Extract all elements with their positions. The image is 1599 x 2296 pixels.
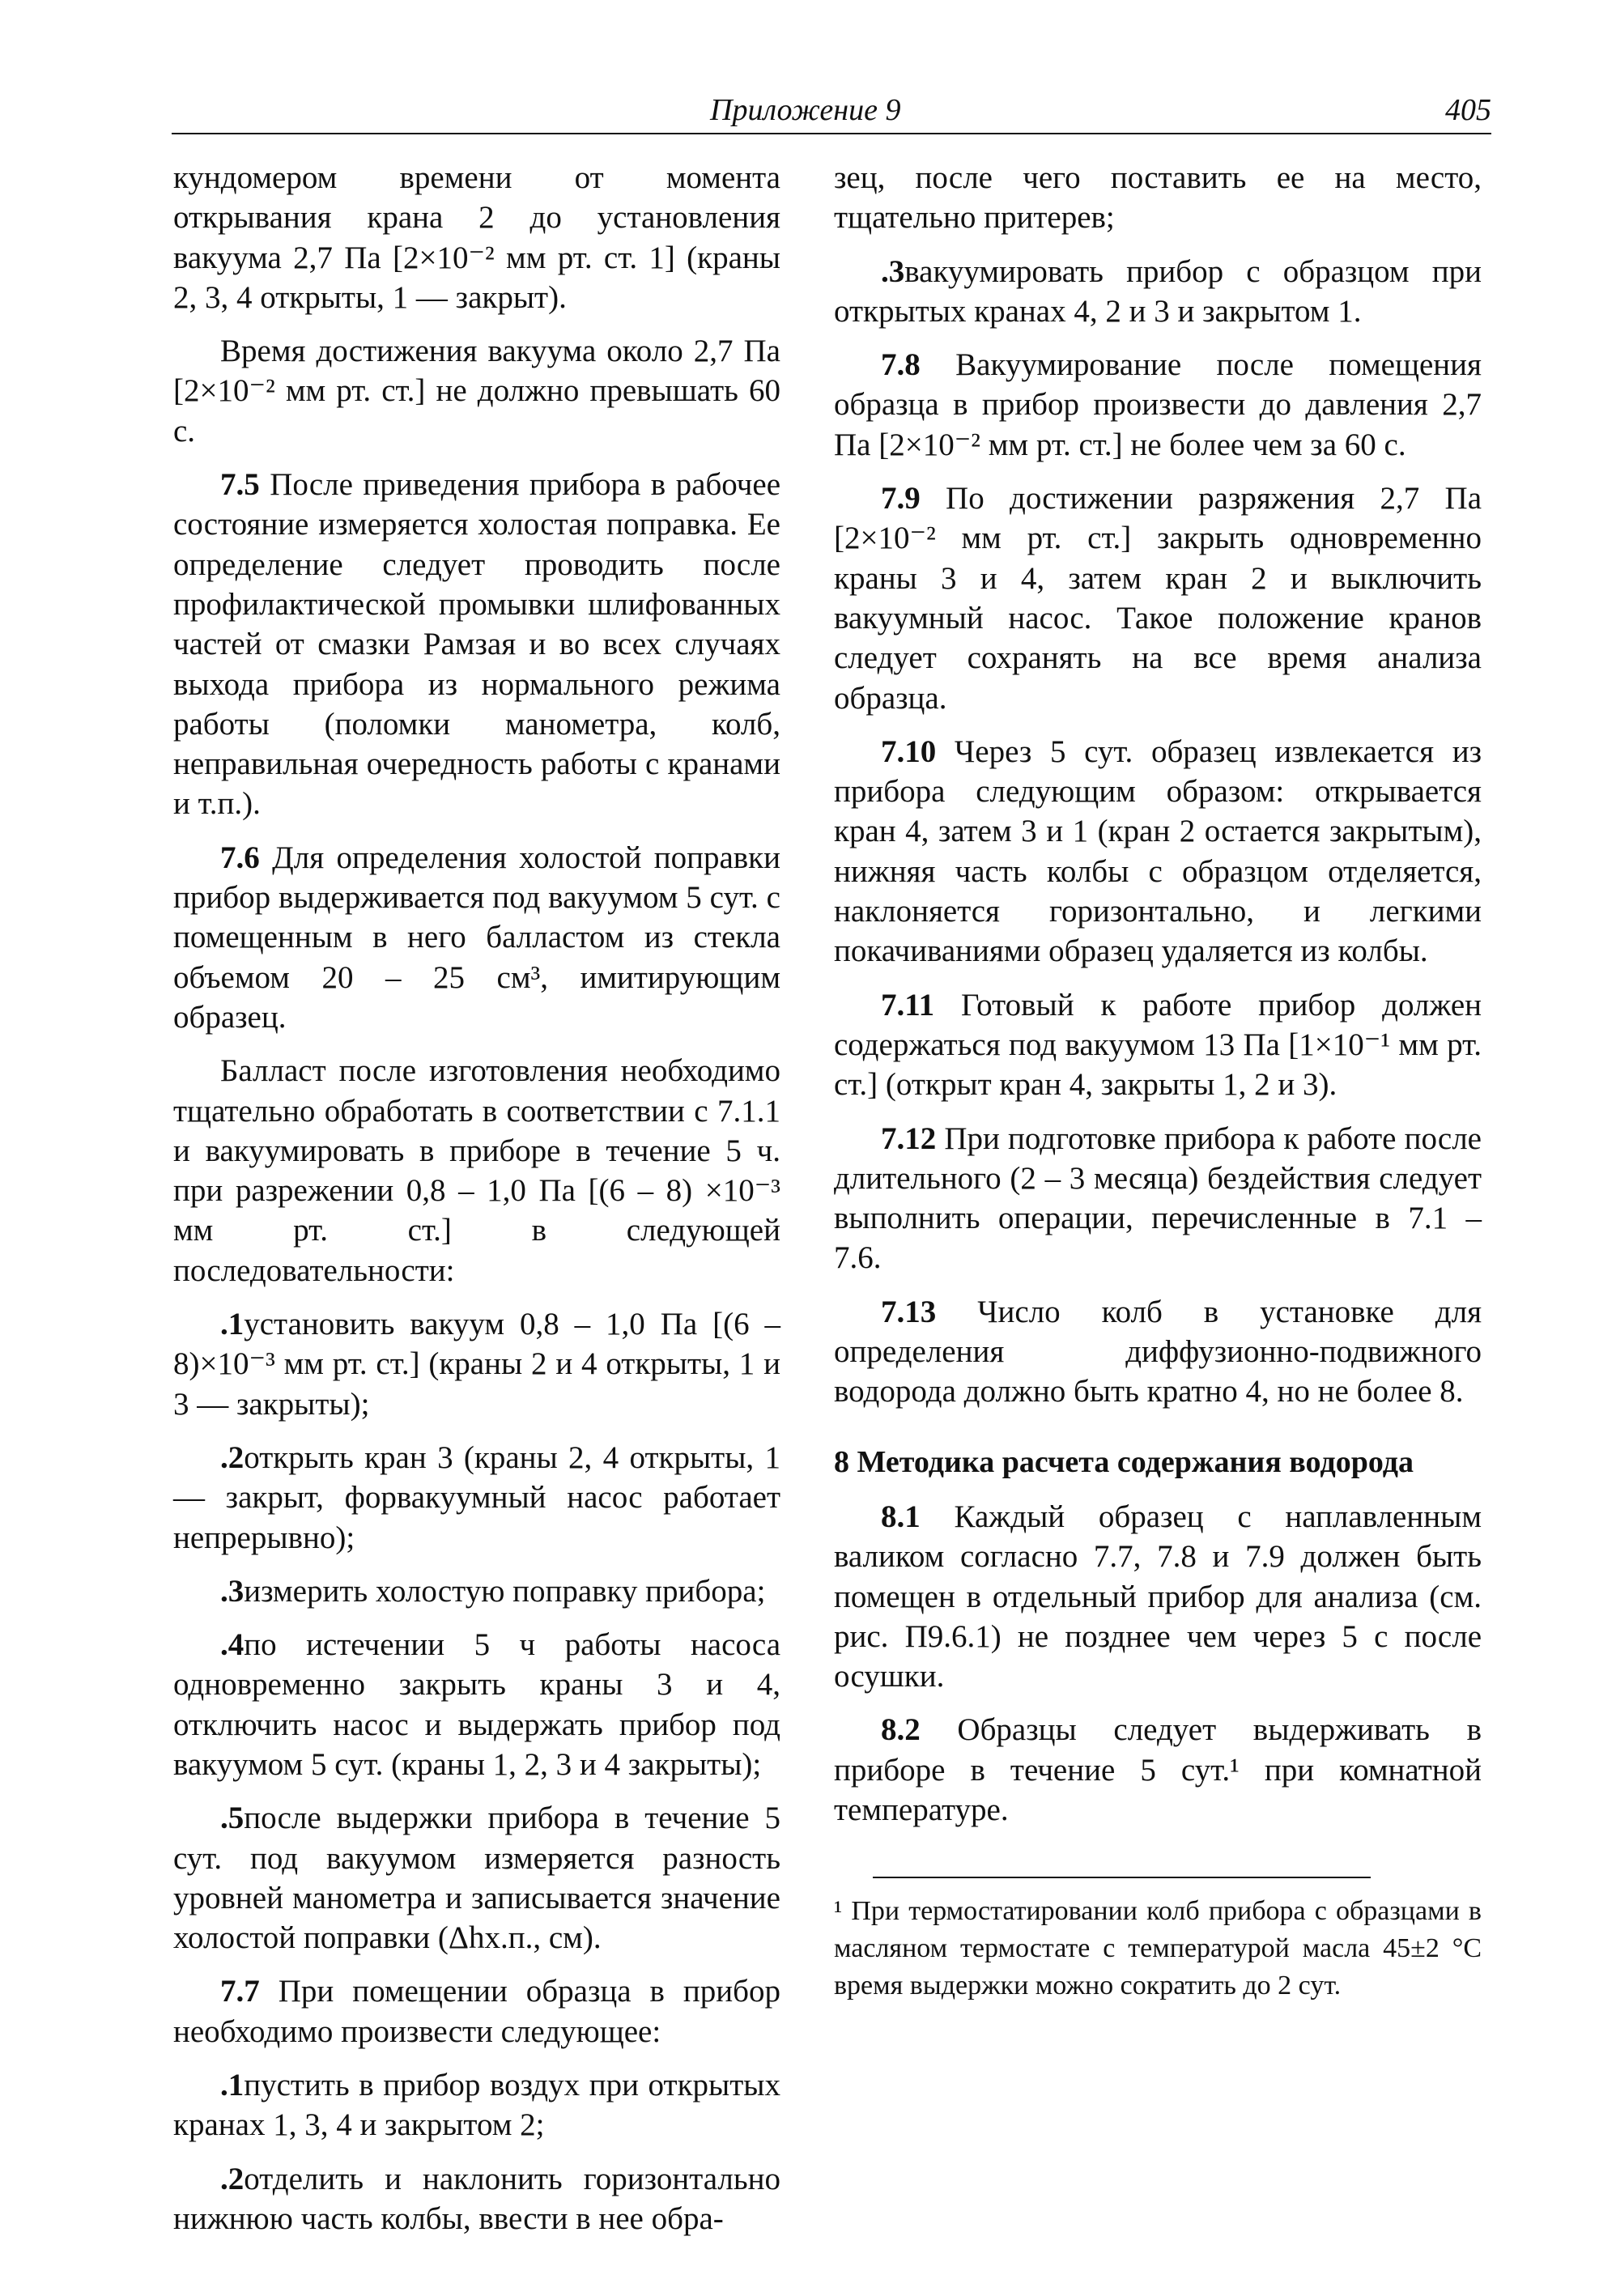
clause-number: 8.2	[881, 1712, 921, 1748]
clause-7-10	[834, 732, 1482, 972]
item-number: .1	[220, 1307, 245, 1342]
item-number: .1	[220, 2068, 245, 2103]
clause-number: 7.7	[220, 1974, 260, 2009]
item-text: отделить и наклонить горизонтально нижнюю часть колбы, ввести в нее обра-	[173, 2161, 780, 2236]
section-heading: 8 Методика расчета содержания водорода	[834, 1444, 1414, 1479]
clause-number: 7.5	[220, 467, 260, 503]
clause-text: При помещении образца в прибор необходимо произвести следующее:	[173, 1974, 780, 2049]
list-item	[173, 1571, 780, 1611]
list-item	[173, 2065, 780, 2145]
clause-number: 8.1	[881, 1499, 921, 1534]
list-item	[173, 1625, 780, 1784]
clause-7-8	[834, 345, 1482, 465]
clause-7-7	[173, 1971, 780, 2052]
item-number: .5	[220, 1801, 245, 1836]
clause-text: При подготовке прибора к работе после длительного (2 – 3 месяца) бездействия следует выполнить операции, перечисленные в 7.1 – 7.6.	[834, 1120, 1482, 1276]
paragraph: кундомером времени от момента открывания крана 2 до установления вакуума 2,7 Па [2×10⁻² мм рт. ст. 1] (краны 2, 3, 4 открыты, 1 — закрыт).	[173, 160, 780, 315]
clause-number: 7.9	[881, 481, 921, 517]
item-text: после выдержки прибора в течение 5 сут. под вакуумом измеряется разность уровней манометра и записывается значение холостой поправки (Δhх.п., см).	[173, 1801, 780, 1956]
page-number: 405	[1445, 93, 1491, 127]
clause-7-6	[173, 838, 780, 1037]
item-text: по истечении 5 ч работы насоса одновременно закрыть краны 3 и 4, отключить насос и выдержать прибор под вакуумом 5 сут. (краны 1, 2, 3 и 4 закрыты);	[173, 1627, 780, 1782]
clause-text: Для определения холостой поправки прибор выдерживается под вакуумом 5 сут. с помещенным в него балластом из стекла объемом 20 – 25 см³, имитирующим образец.	[173, 840, 780, 1035]
clause-text: Образцы следует выдерживать в приборе в течение 5 сут.¹ при комнатной температуре.	[834, 1712, 1482, 1827]
clause-text: Готовый к работе прибор должен содержаться под вакуумом 13 Па [1×10⁻¹ мм рт. ст.] (открыт кран 4, закрыты 1, 2 и 3).	[834, 987, 1482, 1103]
list-item	[173, 1438, 780, 1558]
clause-number: 7.11	[881, 987, 935, 1023]
list-item	[173, 1798, 780, 1958]
clause-7-9	[834, 478, 1482, 718]
clause-text: Число колб в установке для определения диффузионно-подвижного водорода должно быть кратно 4, но не более 8.	[834, 1294, 1482, 1409]
left-column	[173, 158, 780, 2252]
item-text: вакуумировать прибор с образцом при открытых кранах 4, 2 и 3 и закрытом 1.	[834, 253, 1482, 329]
clause-7-11	[834, 985, 1482, 1105]
item-number: .2	[220, 1439, 245, 1475]
running-title: Приложение 9	[710, 93, 901, 127]
clause-text: После приведения прибора в рабочее состояние измеряется холостая поправка. Ее определение следует проводить после профилактической промывки шлифованных частей от смазки Рамзая и во всех случаях выхода прибора из нормального режима работы (поломки манометра, колб, неправильная очередность работы с кранами и т.п.).	[173, 467, 781, 822]
clause-text: Через 5 сут. образец извлекается из прибора следующим образом: открывается кран 4, затем 3 и 1 (кран 2 остается закрытым), нижняя часть колбы с образцом отделяется, наклоняется горизонтально, и легкими покачиваниями образец удаляется из колбы.	[834, 733, 1482, 969]
clause-7-5	[173, 465, 780, 824]
clause-number: 7.6	[220, 840, 260, 875]
clause-number: 7.13	[881, 1294, 937, 1329]
list-item	[834, 252, 1482, 332]
item-text: пустить в прибор воздух при открытых кранах 1, 3, 4 и закрытом 2;	[173, 2068, 780, 2143]
footnote: ¹ При термостатировании колб прибора с образцами в масляном термостате с температурой масла 45±2 °С время выдержки можно сократить до 2 сут.	[834, 1896, 1482, 2001]
footnote-divider	[873, 1877, 1371, 1878]
item-text: измерить холостую поправку прибора;	[244, 1573, 766, 1609]
clause-number: 7.12	[881, 1120, 937, 1156]
item-number: .3	[220, 1573, 245, 1609]
paragraph: зец, после чего поставить ее на место, тщательно притерев;	[834, 160, 1482, 236]
clause-7-12	[834, 1119, 1482, 1278]
clause-text: По достижении разряжения 2,7 Па [2×10⁻² мм рт. ст.] закрыть одновременно краны 3 и 4, затем кран 2 и выключить вакуумный насос. Такое положение кранов следует сохранять на все время анализа образца.	[834, 481, 1482, 716]
list-item	[173, 1304, 780, 1424]
paragraph: Время достижения вакуума около 2,7 Па [2×10⁻² мм рт. ст.] не должно превышать 60 с.	[173, 334, 780, 449]
clause-8-1	[834, 1497, 1482, 1696]
item-text: установить вакуум 0,8 – 1,0 Па [(6 – 8)×10⁻³ мм рт. ст.] (краны 2 и 4 открыты, 1 и 3 — закрыты);	[173, 1307, 780, 1422]
paragraph: Балласт после изготовления необходимо тщательно обработать в соответствии с 7.1.1 и вакуумировать в приборе в течение 5 ч. при разрежении 0,8 – 1,0 Па [(6 – 8) ×10⁻³ мм рт. ст.] в следующей последовательности:	[173, 1053, 780, 1288]
item-number: .2	[220, 2161, 245, 2196]
clause-number: 7.10	[881, 733, 937, 769]
item-number: .3	[881, 253, 905, 289]
item-number: .4	[220, 1627, 245, 1663]
clause-8-2	[834, 1710, 1482, 1830]
right-column	[834, 158, 1482, 2018]
clause-7-13	[834, 1292, 1482, 1412]
clause-text: Вакуумирование после помещения образца в прибор произвести до давления 2,7 Па [2×10⁻² мм рт. ст.] не более чем за 60 с.	[834, 347, 1482, 462]
clause-text: Каждый образец с наплавленным валиком согласно 7.7, 7.8 и 7.9 должен быть помещен в отдельный прибор для анализа (см. рис. П9.6.1) не позднее чем через 5 с после осушки.	[834, 1499, 1482, 1694]
list-item	[173, 2159, 780, 2239]
clause-number: 7.8	[881, 347, 921, 383]
item-text: открыть кран 3 (краны 2, 4 открыты, 1 — закрыт, форвакуумный насос работает непрерывно);	[173, 1439, 780, 1555]
running-header	[172, 91, 1491, 134]
